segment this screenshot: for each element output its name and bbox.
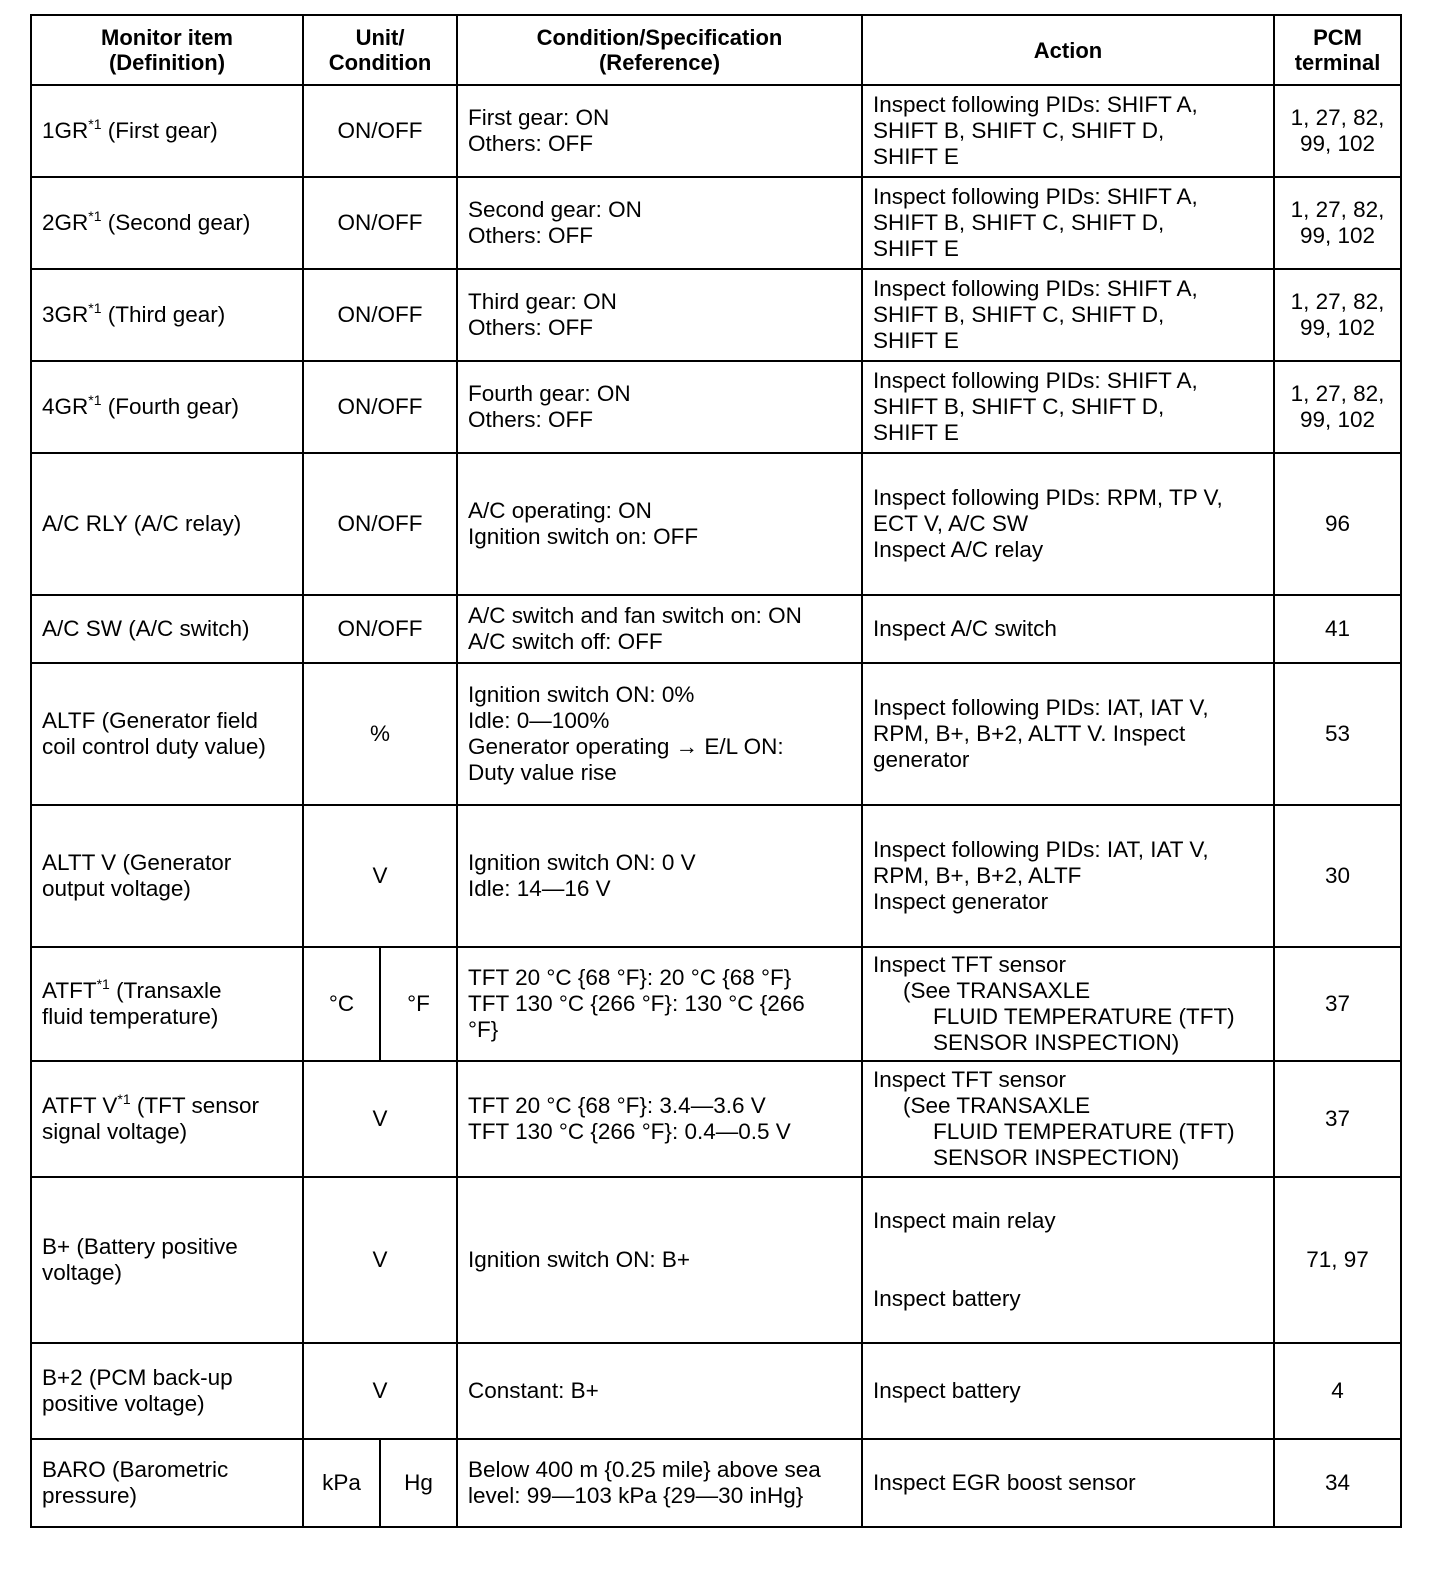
action-line: SENSOR INSPECTION): [933, 1145, 1180, 1170]
action-line: SHIFT E: [873, 328, 959, 353]
unit-cell: V: [303, 1061, 457, 1177]
terminal-line: 99, 102: [1299, 131, 1376, 156]
condition-line: TFT 20 °C {68 °F}: 3.4—3.6 V: [468, 1093, 766, 1118]
action-spacer: [873, 1234, 1263, 1286]
condition-line: Others: OFF: [468, 407, 594, 432]
condition-cell: [457, 361, 862, 453]
table-row: [31, 361, 1401, 453]
action-cell: [862, 947, 1274, 1061]
header-terminal-line-2: terminal: [1294, 50, 1381, 75]
monitor-item-cell: [31, 805, 303, 947]
monitor-item-line: BARO (Barometric: [42, 1457, 229, 1482]
action-cell: [862, 177, 1274, 269]
footnote-mark: *1: [88, 208, 102, 224]
footnote-mark: *1: [117, 1091, 131, 1107]
action-line: Inspect A/C relay: [873, 537, 1044, 562]
action-line: Inspect following PIDs: RPM, TP V,: [873, 485, 1223, 510]
terminal-cell: 96: [1274, 453, 1401, 595]
terminal-cell: 37: [1274, 947, 1401, 1061]
monitor-item-line: fluid temperature): [42, 1004, 219, 1029]
action-cell: [862, 1177, 1274, 1343]
condition-line: First gear: ON: [468, 105, 610, 130]
monitor-item-cell: [31, 269, 303, 361]
condition-line: Fourth gear: ON: [468, 381, 631, 406]
action-line: (See TRANSAXLE: [903, 1093, 1091, 1118]
table-row: [31, 663, 1401, 805]
action-line: SHIFT B, SHIFT C, SHIFT D,: [873, 118, 1165, 143]
monitor-item-line: [42, 978, 292, 1004]
unit-cell-celsius: °C: [303, 947, 380, 1061]
table-row: [31, 595, 1401, 663]
table-row: [31, 177, 1401, 269]
unit-cell: V: [303, 1343, 457, 1439]
monitor-item-line: B+2 (PCM back-up: [42, 1365, 233, 1390]
action-line: Inspect following PIDs: SHIFT A,: [873, 368, 1198, 393]
unit-cell: ON/OFF: [303, 361, 457, 453]
action-line: Inspect TFT sensor: [873, 952, 1067, 977]
pid-monitor-table: [30, 14, 1402, 1528]
action-cell: [862, 663, 1274, 805]
condition-line: Third gear: ON: [468, 289, 617, 314]
condition-cell: [457, 595, 862, 663]
action-cell: [862, 453, 1274, 595]
monitor-item-cell: [31, 361, 303, 453]
monitor-item-text: (First gear): [101, 118, 218, 143]
unit-cell: ON/OFF: [303, 177, 457, 269]
header-monitor-item: [31, 15, 303, 85]
condition-cell: Constant: B+: [457, 1343, 862, 1439]
header-unit-line-2: Condition: [328, 50, 432, 75]
header-condition-line-2: (Reference): [598, 50, 721, 75]
terminal-cell: 41: [1274, 595, 1401, 663]
unit-cell: V: [303, 805, 457, 947]
terminal-cell: 71, 97: [1274, 1177, 1401, 1343]
monitor-item-cell: [31, 1439, 303, 1527]
action-line: (See TRANSAXLE: [903, 978, 1091, 1003]
header-pcm-terminal: [1274, 15, 1401, 85]
condition-line: Others: OFF: [468, 223, 594, 248]
terminal-cell: 53: [1274, 663, 1401, 805]
action-line: Inspect battery: [873, 1378, 1021, 1403]
condition-line: Others: OFF: [468, 315, 594, 340]
action-line: Inspect following PIDs: SHIFT A,: [873, 184, 1198, 209]
action-line: SHIFT E: [873, 420, 959, 445]
condition-cell: [457, 1061, 862, 1177]
condition-cell: [457, 805, 862, 947]
terminal-cell: 30: [1274, 805, 1401, 947]
action-line: Inspect generator: [873, 889, 1049, 914]
condition-line: TFT 130 °C {266 °F}: 0.4—0.5 V: [468, 1119, 791, 1144]
action-line: FLUID TEMPERATURE (TFT): [933, 1004, 1235, 1029]
action-cell: [862, 361, 1274, 453]
table-row: [31, 1343, 1401, 1439]
condition-line: Ignition switch ON: 0 V: [468, 850, 696, 875]
terminal-cell: [1274, 361, 1401, 453]
action-line: RPM, B+, B+2, ALTT V. Inspect: [873, 721, 1186, 746]
terminal-cell: [1274, 85, 1401, 177]
action-line: Inspect battery: [873, 1286, 1021, 1311]
action-cell: [862, 595, 1274, 663]
action-line: SHIFT B, SHIFT C, SHIFT D,: [873, 210, 1165, 235]
terminal-cell: 34: [1274, 1439, 1401, 1527]
monitor-item-cell: [31, 85, 303, 177]
unit-cell: ON/OFF: [303, 595, 457, 663]
action-line: Inspect following PIDs: IAT, IAT V,: [873, 695, 1209, 720]
action-cell: [862, 1439, 1274, 1527]
table-row: [31, 453, 1401, 595]
action-cell: [862, 1343, 1274, 1439]
monitor-item-line: B+ (Battery positive: [42, 1234, 238, 1259]
action-line: SENSOR INSPECTION): [933, 1030, 1180, 1055]
condition-line: A/C switch off: OFF: [468, 629, 663, 654]
action-line: FLUID TEMPERATURE (TFT): [933, 1119, 1235, 1144]
terminal-line: 1, 27, 82,: [1290, 197, 1385, 222]
terminal-line: 99, 102: [1299, 315, 1376, 340]
condition-line: Idle: 14—16 V: [468, 876, 611, 901]
header-monitor-line-1: Monitor item: [101, 25, 233, 50]
action-line: SHIFT E: [873, 236, 959, 261]
condition-cell: [457, 453, 862, 595]
terminal-cell: 4: [1274, 1343, 1401, 1439]
monitor-item-line: ALTT V (Generator: [42, 850, 232, 875]
monitor-item-cell: [31, 1061, 303, 1177]
monitor-item-text: (Third gear): [101, 302, 226, 327]
action-line: Inspect main relay: [873, 1208, 1056, 1233]
unit-cell: %: [303, 663, 457, 805]
action-line: Inspect EGR boost sensor: [873, 1470, 1136, 1495]
action-line: ECT V, A/C SW: [873, 511, 1029, 536]
monitor-item-text: (TFT sensor: [130, 1093, 260, 1118]
table-row: [31, 269, 1401, 361]
monitor-item-line: [42, 1093, 292, 1119]
monitor-item-text: (Fourth gear): [101, 394, 240, 419]
monitor-item-cell: A/C RLY (A/C relay): [31, 453, 303, 595]
monitor-item-cell: [31, 177, 303, 269]
monitor-item-text: ATFT: [42, 978, 97, 1003]
unit-cell-kpa: kPa: [303, 1439, 380, 1527]
condition-cell: [457, 177, 862, 269]
table-row: [31, 1439, 1401, 1527]
action-line: Inspect TFT sensor: [873, 1067, 1067, 1092]
monitor-item-cell: [31, 1343, 303, 1439]
footnote-mark: *1: [96, 976, 110, 992]
monitor-item-text: 1GR: [42, 118, 89, 143]
table-row: [31, 1177, 1401, 1343]
condition-cell: [457, 85, 862, 177]
unit-cell: ON/OFF: [303, 453, 457, 595]
table-row: [31, 805, 1401, 947]
condition-line: °F}: [468, 1017, 499, 1042]
header-monitor-line-2: (Definition): [108, 50, 226, 75]
header-condition-specification: [457, 15, 862, 85]
terminal-line: 99, 102: [1299, 407, 1376, 432]
condition-line: Duty value rise: [468, 760, 617, 785]
unit-cell: ON/OFF: [303, 85, 457, 177]
terminal-cell: 37: [1274, 1061, 1401, 1177]
unit-cell-fahrenheit: °F: [380, 947, 457, 1061]
action-cell: [862, 269, 1274, 361]
condition-cell: [457, 269, 862, 361]
action-line: SHIFT E: [873, 144, 959, 169]
header-unit-condition: [303, 15, 457, 85]
unit-cell-hg: Hg: [380, 1439, 457, 1527]
condition-line: Others: OFF: [468, 131, 594, 156]
monitor-item-cell: [31, 663, 303, 805]
action-line: RPM, B+, B+2, ALTF: [873, 863, 1082, 888]
action-line: SHIFT B, SHIFT C, SHIFT D,: [873, 302, 1165, 327]
action-cell: [862, 805, 1274, 947]
monitor-item-text: 2GR: [42, 210, 89, 235]
table-row: [31, 947, 1401, 1061]
header-terminal-line-1: PCM: [1313, 25, 1362, 50]
condition-cell: Ignition switch ON: B+: [457, 1177, 862, 1343]
condition-line: Idle: 0—100%: [468, 708, 610, 733]
monitor-item-cell: [31, 947, 303, 1061]
monitor-item-text: (Second gear): [101, 210, 251, 235]
table-row: [31, 1061, 1401, 1177]
action-line: Inspect following PIDs: SHIFT A,: [873, 92, 1198, 117]
action-line: Inspect following PIDs: SHIFT A,: [873, 276, 1198, 301]
condition-cell: [457, 947, 862, 1061]
terminal-line: 99, 102: [1299, 223, 1376, 248]
action-line: Inspect A/C switch: [873, 616, 1057, 641]
monitor-item-line: coil control duty value): [42, 734, 266, 759]
table-row: [31, 85, 1401, 177]
header-action: Action: [862, 15, 1274, 85]
header-row: [31, 15, 1401, 85]
monitor-item-line: pressure): [42, 1483, 138, 1508]
condition-line: level: 99—103 kPa {29—30 inHg}: [468, 1483, 804, 1508]
action-line: generator: [873, 747, 970, 772]
condition-line: A/C operating: ON: [468, 498, 652, 523]
monitor-item-text: (Transaxle: [109, 978, 222, 1003]
terminal-line: 1, 27, 82,: [1290, 381, 1385, 406]
monitor-item-line: ALTF (Generator field: [42, 708, 258, 733]
condition-cell: [457, 1439, 862, 1527]
unit-cell: V: [303, 1177, 457, 1343]
terminal-cell: [1274, 269, 1401, 361]
condition-line: Generator operating → E/L ON:: [468, 734, 784, 759]
condition-cell: [457, 663, 862, 805]
footnote-mark: *1: [88, 300, 102, 316]
monitor-item-line: positive voltage): [42, 1391, 205, 1416]
unit-cell: ON/OFF: [303, 269, 457, 361]
monitor-item-text: 4GR: [42, 394, 89, 419]
header-condition-line-1: Condition/Specification: [536, 25, 783, 50]
action-line: SHIFT B, SHIFT C, SHIFT D,: [873, 394, 1165, 419]
monitor-item-cell: [31, 1177, 303, 1343]
condition-line: Ignition switch ON: 0%: [468, 682, 695, 707]
monitor-item-line: output voltage): [42, 876, 191, 901]
monitor-item-line: signal voltage): [42, 1119, 188, 1144]
action-cell: [862, 1061, 1274, 1177]
monitor-item-text: ATFT V: [42, 1093, 118, 1118]
footnote-mark: *1: [88, 392, 102, 408]
monitor-item-text: 3GR: [42, 302, 89, 327]
monitor-item-line: voltage): [42, 1260, 123, 1285]
footnote-mark: *1: [88, 116, 102, 132]
action-cell: [862, 85, 1274, 177]
condition-line: Ignition switch on: OFF: [468, 524, 699, 549]
condition-line: TFT 20 °C {68 °F}: 20 °C {68 °F}: [468, 965, 792, 990]
monitor-item-cell: A/C SW (A/C switch): [31, 595, 303, 663]
header-unit-line-1: Unit/: [355, 25, 405, 50]
condition-line: A/C switch and fan switch on: ON: [468, 603, 802, 628]
condition-line: Below 400 m {0.25 mile} above sea: [468, 1457, 821, 1482]
action-line: Inspect following PIDs: IAT, IAT V,: [873, 837, 1209, 862]
condition-line: Second gear: ON: [468, 197, 642, 222]
terminal-cell: [1274, 177, 1401, 269]
condition-line: TFT 130 °C {266 °F}: 130 °C {266: [468, 991, 805, 1016]
terminal-line: 1, 27, 82,: [1290, 289, 1385, 314]
terminal-line: 1, 27, 82,: [1290, 105, 1385, 130]
